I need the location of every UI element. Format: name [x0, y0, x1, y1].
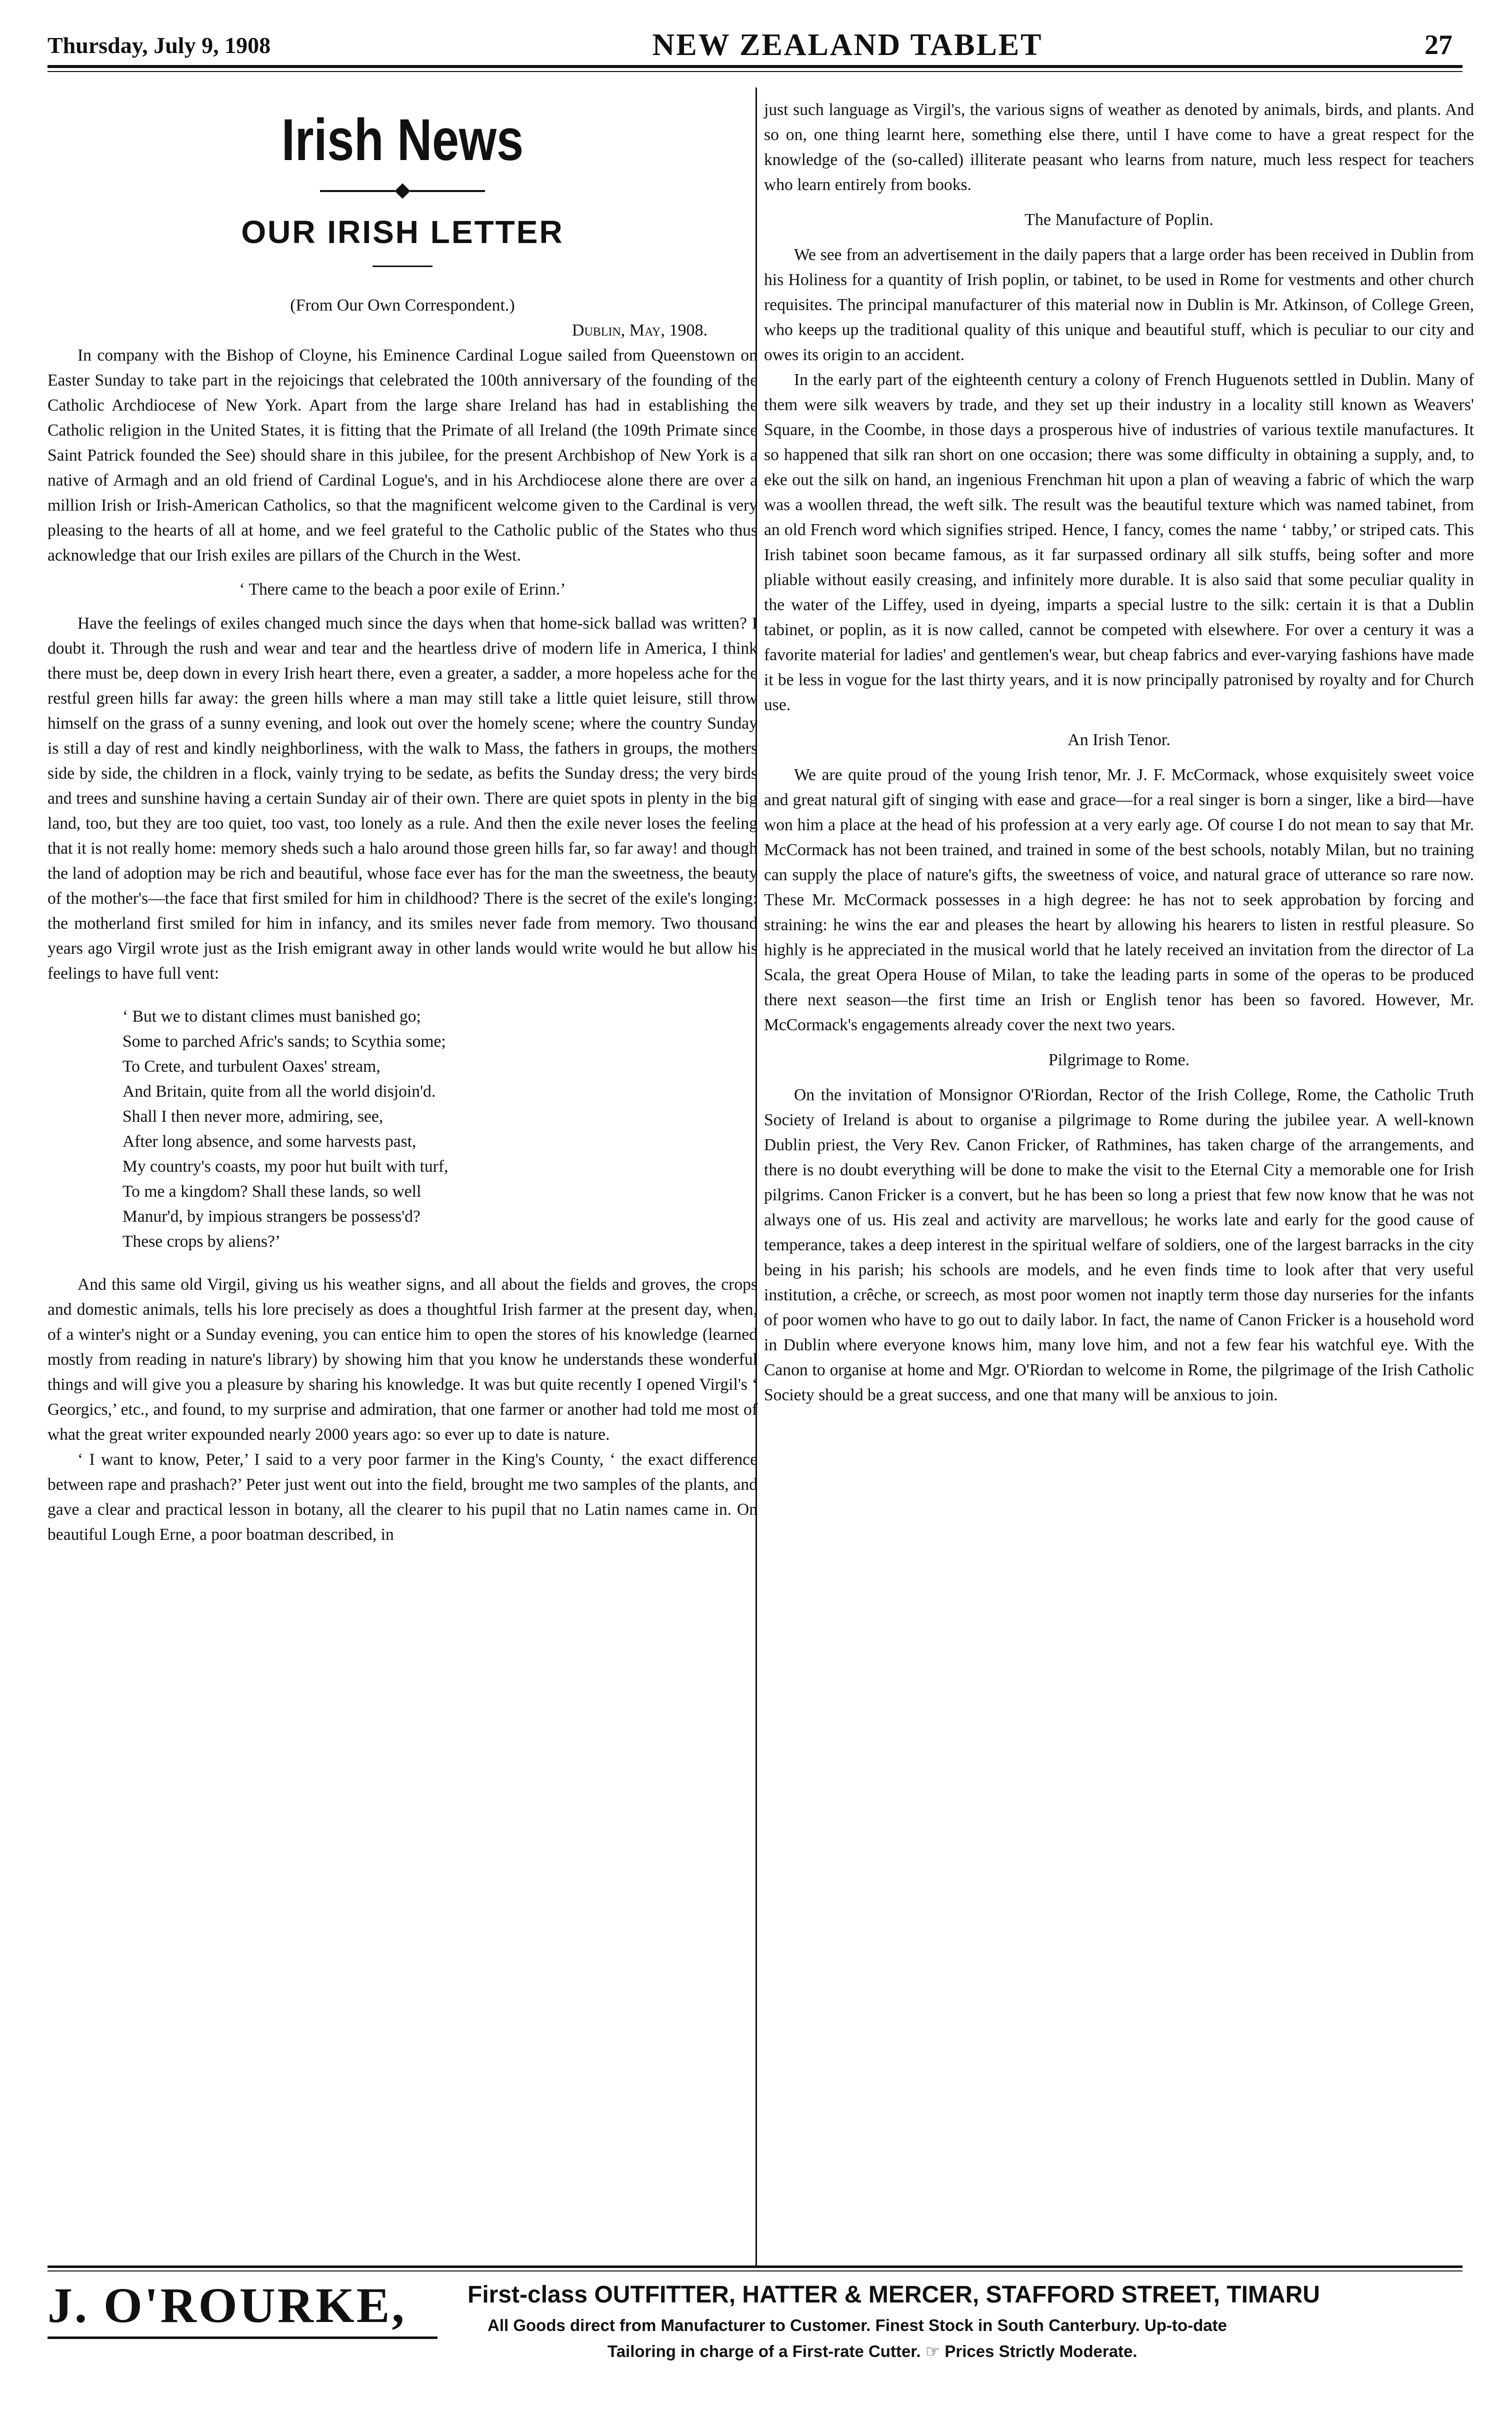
exiles-paragraph: Have the feelings of exiles changed much since the days when that home-sick ballad was written? I doubt it. Through the rush and wear and tear and the heartless drive of modern life in America, I think there must be, deep down in every Irish heart there, even a greater, a sadder, a more hopeless ache for the restful green hills far away: the green hills where a man may still take a little quiet leisure, still throw himself on the grass of a sunny evening, and look out over the homely scene; where the country Sunday is still a day of rest and kindly neighborliness, with the walk to Mass, the fathers in groups, the mothers side by side, the children in a flock, vainly trying to be sedate, as befits the Sunday dress; the very birds and trees and sunshine having a certain Sunday air of their own. There are quiet spots in plenty in the big land, too, but they are too quiet, too vast, too lonely as a rule. And then the exile never loses the feeling that it is not really home: memory sheds such a halo around those green hills far, so far away! and though the land of adoption may be rich and beautiful, whose face ever has for the man the sweetness, the beauty of the mother's—the face that first smiled for him in childhood? There is the secret of the exile's longing: the motherland first smiled for him in infancy, and its smiles never fade from memory. Two thousand years ago Virgil wrote just as the Irish emigrant away in other lands would write would he but allow his feelings to have full vent:: [48, 614, 758, 983]
issue-date: Thursday, July 9, 1908: [48, 32, 271, 58]
tenor-heading: An Irish Tenor.: [1068, 731, 1170, 749]
verse-line: ‘ But we to distant climes must banished go;: [122, 1007, 421, 1026]
ad-line-tailoring: Tailoring in charge of a First-rate Cutter. ☞ Prices Strictly Moderate.: [608, 2342, 1138, 2360]
footer-rule-thin: [48, 2270, 1462, 2271]
article-title: OUR IRISH LETTER: [241, 214, 564, 250]
tenor-paragraph: We are quite proud of the young Irish tenor, Mr. J. F. McCormack, whose exquisitely sweet voice and great natural gift of singing with ease and grace—for a real singer is born a singer, like a bird—have won him a place at the head of his profession at a very early age. Of course I do not mean to say that Mr. McCormack has not been trained, and trained in some of the best schools, notably Milan, but no training can supply the place of nature's gifts, the sweetness of voice, and natural grace of utterance so rare now. These Mr. McCormack possesses in a high degree: he has not to seek approbation by forcing and straining: he wins the ear and pleases the heart by allowing his hearers to listen in restful pleasure. So highly is he appreciated in the musical world that he lately received an invitation from the director of La Scala, the great Opera House of Milan, to take the leading parts in some of the operas to be produced there next season—the first time an Irish or English tenor has been so favored. However, Mr. McCormack's engagements already cover the next two years.: [764, 766, 1474, 1034]
running-head: [48, 25, 1462, 65]
verse-line: After long absence, and some harvests past,: [122, 1132, 416, 1151]
advertisement: [48, 2275, 1462, 2395]
footer-rule: [48, 2265, 1462, 2268]
poplin-heading: The Manufacture of Poplin.: [1024, 211, 1214, 229]
verse-line: These crops by aliens?’: [122, 1232, 281, 1251]
header-rule: [48, 65, 1462, 68]
verse-line: To Crete, and turbulent Oaxes' stream,: [122, 1057, 380, 1076]
pilgrimage-paragraph: On the invitation of Monsignor O'Riordan, Rector of the Irish College, Rome, the Catholic Truth Society of Ireland is about to organise a pilgrimage to Rome during the jubilee year. A well-known Dublin priest, the Very Rev. Canon Fricker, of Rathmines, has taken charge of the arrangements, and there is no doubt everything will be done to make the visit to the Eternal City a memorable one for Irish pilgrims. Canon Fricker is a convert, but he has been so long a priest that few now know that he was not always one of us. His zeal and activity are marvellous; he works late and early for the good cause of temperance, takes a deep interest in the spiritual welfare of soldiers, one of the largest barracks in the city being in his parish; his schools are models, and he even finds time to look after that very useful institution, a crêche, or screech, as most poor women not inaptly term those day nurseries for the infants of poor women who have to go out to daily labor. In fact, the name of Canon Fricker is a household word in Dublin where everyone knows him, many love him, and not a few fear his watchful eye. With the Canon to organise at home and Mgr. O'Riordan to welcome in Rome, the pilgrimage of the Irish Catholic Society should be a great success, and one that many will be anxious to join.: [764, 1086, 1474, 1404]
virgil-verse: [122, 1004, 758, 1254]
poplin-paragraph: We see from an advertisement in the daily papers that a large order has been received in Dublin from his Holiness for a quantity of Irish poplin, or tabinet, to be used in Rome for vestments and other church requisites. The principal manufacturer of this material now in Dublin is Mr. Atkinson, of College Green, who keeps up the traditional quality of this unique and beautiful stuff, which is peculiar to our city and owes its origin to an accident.: [764, 246, 1474, 364]
header-rule-thin: [48, 71, 1462, 72]
verse-line: To me a kingdom? Shall these lands, so well: [122, 1182, 422, 1201]
poplin-paragraph: In the early part of the eighteenth century a colony of French Huguenots settled in Dublin. Many of them were silk weavers by trade, and they set up their industry in a locality still known as Weavers' Square, in the Coombe, in those days a prosperous hive of industries of various textile manufactures. It so happened that silk ran short on one occasion; there was some difficulty in obtaining a supply, and, to eke out the silk on hand, an ingenious Frenchman hit upon a plan of weaving a fabric of which the warp was a woollen thread, the weft silk. The result was the beautiful texture which was named tabinet, from an old French word which signifies striped. Hence, I fancy, comes the name ‘ tabby,’ or striped cats. This Irish tabinet soon became famous, as it far surpassed ordinary all silk stuffs, being softer and more pliable without easily creasing, and infinitely more durable. It is also said that some peculiar quality in the water of the Liffey, used in dyeing, imparts a special lustre to the silk: certain it is that a Dublin tabinet, or poplin, as it is now called, cannot be competed with elsewhere. For over a century it was a favorite material for ladies' and gentlemen's wear, but cheap fabrics and ever-varying fashions have made it be less in vogue for the last thirty years, and it is now principally patronised by royalty and for Church use.: [764, 371, 1474, 714]
intro-paragraph: In company with the Bishop of Cloyne, his Eminence Cardinal Logue sailed from Queenstown on Easter Sunday to take part in the rejoicings that celebrated the 100th anniversary of the founding of the Catholic Archdiocese of New York. Apart from the large share Ireland has had in establishing the Catholic religion in the United States, it is fitting that the Primate of all Ireland (the 109th Primate since Saint Patrick founded the See) should share in this jubilee, for the present Archbishop of New York is a native of Armagh and an old friend of Cardinal Logue's, and in his Archdiocese alone there are over a million Irish or Irish-American Catholics, so that the magnificent welcome given to the Cardinal is very pleasing to the hearts of all at home, and we feel grateful to the Catholic public of the States who thus acknowledge that our Irish exiles are pillars of the Church in the West.: [48, 346, 758, 565]
verse-line: And Britain, quite from all the world disjoin'd.: [122, 1082, 436, 1101]
verse-line: My country's coasts, my poor hut built with turf,: [122, 1157, 448, 1176]
masthead: NEW ZEALAND TABLET: [652, 28, 1043, 62]
verse-line: Shall I then never more, admiring, see,: [122, 1107, 384, 1126]
virgil-paragraph: And this same old Virgil, giving us his weather signs, and all about the fields and groves, the crops and domestic animals, tells his lore precisely as does a thoughtful Irish farmer at the present day, when, of a winter's night or a Sunday evening, you can entice him to open the stores of his knowledge (learned mostly from reading in nature's library) by showing him that you know he understands these wonderful things and will give you a pleasure by sharing his knowledge. It was but quite recently I opened Virgil's ‘ Georgics,’ etc., and found, to my surprise and admiration, that one farmer or another had told me most of what the great writer expounded nearly 2000 years ago: so ever up to date is nature.: [48, 1275, 758, 1444]
verse-line: Some to parched Afric's sands; to Scythia some;: [122, 1032, 446, 1051]
ad-line-goods: All Goods direct from Manufacturer to Customer. Finest Stock in South Canterbury. Up-to-date: [488, 2316, 1228, 2334]
peter-paragraph: ‘ I want to know, Peter,’ I said to a very poor farmer in the King's County, ‘ the exact difference between rape and prashach?’ Peter just went out into the field, brought me two samples of the plants, and gave a clear and practical lesson in botany, all the clearer to his pupil that no Latin names came in. On beautiful Lough Erne, a poor boatman described, in: [48, 1450, 758, 1544]
pilgrimage-heading: Pilgrimage to Rome.: [1048, 1051, 1190, 1069]
advertiser-name-rule: [48, 2336, 438, 2339]
right-column: [764, 98, 1474, 1408]
ornament-rule: [48, 186, 758, 197]
verse-line: Manur'd, by impious strangers be possess'd?: [122, 1207, 420, 1226]
title-rule: [372, 266, 432, 267]
byline: (From Our Own Correspondent.): [290, 296, 515, 315]
section-title: Irish News: [281, 107, 524, 173]
dateline: Dublin, May, 1908.: [572, 321, 708, 340]
ad-line-outfitter: First-class OUTFITTER, HATTER & MERCER, STAFFORD STREET, TIMARU: [468, 2281, 1320, 2308]
left-column: [48, 98, 758, 1547]
ballad-quote: ‘ There came to the beach a poor exile of Erinn.’: [239, 580, 566, 599]
advertiser-name: J. O'ROURKE,: [48, 2277, 406, 2333]
continuation-paragraph: just such language as Virgil's, the various signs of weather as denoted by animals, birds, and plants. And so on, one thing learnt here, something else there, until I have come to have a great respect for the knowledge of the (so-called) illiterate peasant who learns from nature, much less respect for teachers who learn entirely from books.: [764, 101, 1474, 194]
diamond-ornament: [394, 183, 410, 199]
page-number: 27: [1424, 30, 1452, 61]
